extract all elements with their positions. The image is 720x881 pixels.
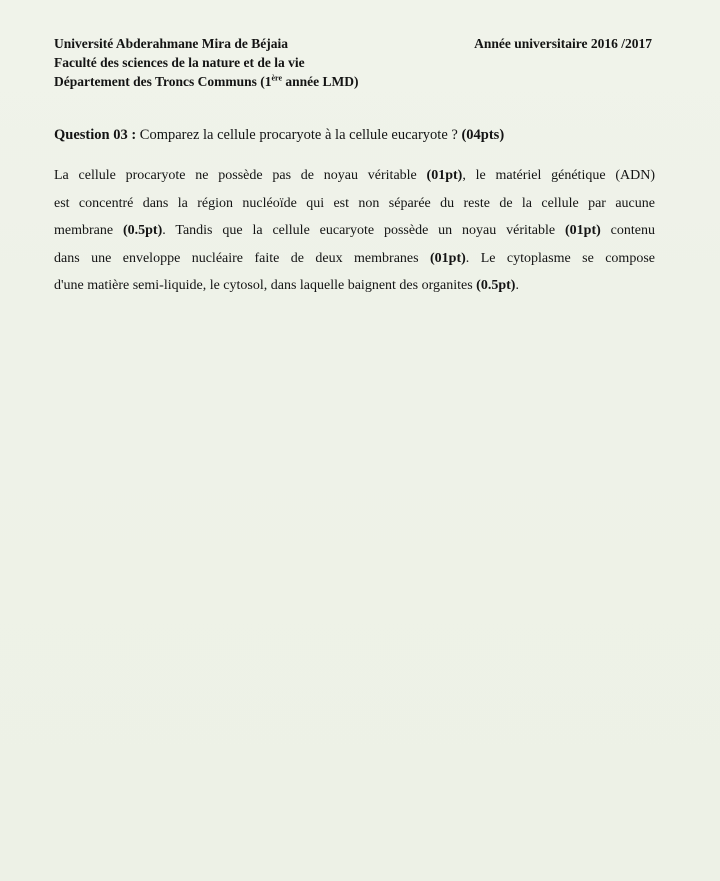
department-suffix: année LMD) [282,74,359,89]
answer-line-5 [54,272,655,300]
answer-points: (0.5pt) [122,223,163,238]
answer-text: . [515,278,519,293]
answer-text: contenu [600,223,655,238]
department-name [54,72,654,91]
answer-line-4 [54,245,655,273]
answer-text: , le matériel génétique (ADN) [462,168,655,183]
answer-line-2: est concentré dans la région nucléoïde qui est non séparée du reste de la cellule par aucune [54,195,655,211]
answer-points: (01pt) [565,223,601,238]
answer-text: membrane [54,223,123,238]
answer-text: . Le cytoplasme se compose [465,250,655,266]
question-label: Question 03 : [54,127,137,143]
answer-text: La cellule procaryote ne possède pas de noyau véritable [54,168,427,183]
question-heading [54,127,504,144]
academic-year: Année universitaire 2016 /2017 [474,36,652,51]
answer-line-3 [54,217,655,245]
answer-line-1 [54,162,655,190]
university-name: Université Abderahmane Mira de Béjaia [54,36,288,51]
question-text: Comparez la cellule procaryote à la cellule eucaryote ? [136,127,462,143]
faculty-name: Faculté des sciences de la nature et de la vie [54,55,305,70]
answer-text: . Tandis que la cellule eucaryote possède un noyau véritable [162,223,565,238]
header-first-row [54,34,654,53]
answer-paragraph [54,162,655,300]
answer-points: (01pt) [430,250,466,266]
department-superscript: ère [271,73,283,83]
answer-points: (01pt) [426,168,463,183]
answer-text: dans une enveloppe nucléaire faite de deux membranes [54,250,431,266]
department-prefix: Département des Troncs Communs (1 [54,74,272,89]
question-points: (04pts) [461,127,505,143]
answer-points: (0.5pt) [476,278,516,293]
document-header [54,34,654,91]
answer-text: d'une matière semi-liquide, le cytosol, dans laquelle baignent des organites [54,278,477,293]
